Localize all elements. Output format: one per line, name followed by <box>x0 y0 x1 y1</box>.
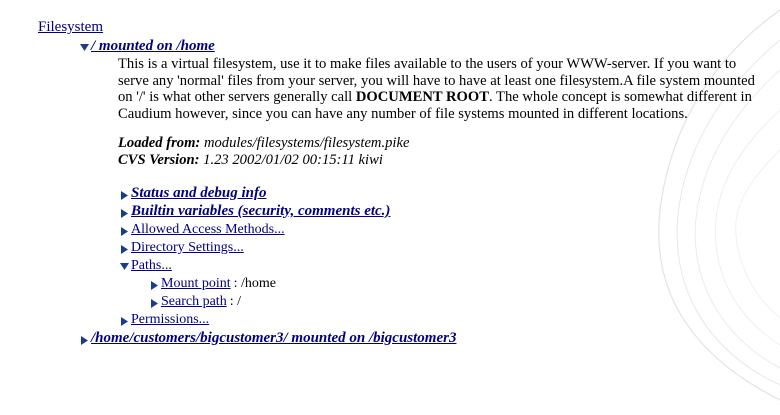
expander-collapsed-icon[interactable] <box>118 222 131 236</box>
link-label[interactable]: Permissions... <box>131 312 210 327</box>
module-meta <box>118 135 770 169</box>
expander-collapsed-icon[interactable] <box>118 204 131 218</box>
expander-collapsed-icon[interactable] <box>118 240 131 254</box>
root-title-link[interactable]: Filesystem <box>38 19 104 35</box>
settings-link-list <box>38 185 770 328</box>
setting-label[interactable]: Mount point <box>161 276 231 291</box>
expander-collapsed-icon[interactable] <box>118 312 131 326</box>
module-description <box>118 56 766 122</box>
link-paths[interactable] <box>118 257 770 274</box>
loaded-from-line <box>118 135 770 152</box>
setting-value: : / <box>229 294 241 309</box>
expander-collapsed-icon[interactable] <box>148 294 161 308</box>
link-status-and-debug-info[interactable] <box>118 185 770 202</box>
link-label[interactable]: Status and debug info <box>131 185 267 201</box>
description-emphasis: DOCUMENT ROOT <box>355 89 489 105</box>
cvs-version-line <box>118 152 770 169</box>
link-label[interactable]: Builtin variables (security, comments etc.) <box>131 203 391 219</box>
link-directory-settings[interactable] <box>118 239 770 256</box>
description-part1: This is a virtual filesystem, use it to make files available to the users of your WWW-server. If you want to serve any 'normal' files from your server, you will have to have at least one filesystem.A file system mounted on '/' is what other servers generally call <box>118 56 755 105</box>
expander-expanded-icon[interactable] <box>78 39 91 51</box>
link-builtin-variables[interactable] <box>118 203 770 220</box>
link-label[interactable]: Allowed Access Methods... <box>131 222 285 237</box>
cvs-version-value: 1.23 2002/01/02 00:15:11 kiwi <box>203 152 383 168</box>
setting-search-path[interactable] <box>148 293 770 310</box>
bottom-node-label[interactable]: /home/customers/bigcustomer3/ mounted on /bigcustomer3 <box>91 330 457 346</box>
cvs-version-label: CVS Version: <box>118 152 200 168</box>
link-label[interactable]: Paths... <box>131 258 172 273</box>
root-title-row <box>38 18 770 38</box>
expander-collapsed-icon[interactable] <box>118 186 131 200</box>
link-label[interactable]: Directory Settings... <box>131 240 244 255</box>
expander-collapsed-icon[interactable] <box>148 276 161 290</box>
description-part2: . The whole concept is somewhat different in Caudium however, since you can have any number of file systems mounted in different locations. <box>118 89 752 122</box>
expander-expanded-icon[interactable] <box>118 258 131 270</box>
main-node-label[interactable]: / mounted on /home <box>91 38 215 54</box>
bottom-node-row[interactable] <box>78 330 770 347</box>
setting-mount-point[interactable] <box>148 275 770 292</box>
setting-value: : /home <box>233 276 277 291</box>
expander-collapsed-icon[interactable] <box>78 331 91 345</box>
link-permissions[interactable] <box>118 311 770 328</box>
setting-label[interactable]: Search path <box>161 294 227 309</box>
link-allowed-access-methods[interactable] <box>118 221 770 238</box>
main-node-row <box>78 38 770 55</box>
loaded-from-value: modules/filesystems/filesystem.pike <box>203 135 410 151</box>
loaded-from-label: Loaded from: <box>118 135 201 151</box>
